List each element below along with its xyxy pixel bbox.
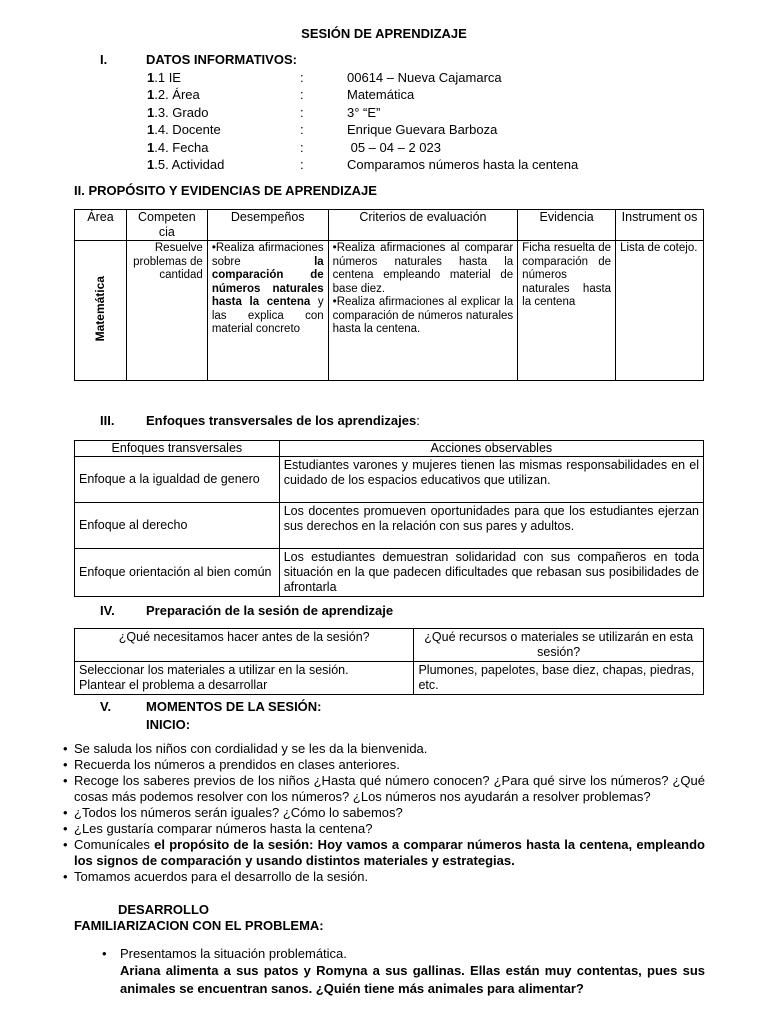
instrumento-cell: Lista de cotejo. (616, 241, 704, 381)
bullet-icon: • (102, 946, 107, 961)
criterio-1: Realiza afirmaciones al comparar números naturales hasta la centena empleando material de base diez. (332, 242, 514, 295)
enfoque-cell: Enfoque orientación al bien común (75, 549, 280, 597)
header-competencia: Competen cia (126, 210, 207, 241)
proposito-text: el propósito de la sesión: Hoy vamos a comparar números hasta la centena, empleando los signos de comparación y usando distintos materiales y estrategias. (74, 837, 705, 868)
section-1-heading (100, 52, 297, 67)
antes-item: Seleccionar los materiales a utilizar en la sesión. (79, 663, 349, 677)
info-label: .3. Grado (154, 105, 209, 120)
info-value: 05 – 04 – 2 023 (347, 140, 441, 155)
info-colon: : (300, 140, 304, 155)
criterio-2: Realiza afirmaciones al explicar la comparación de números naturales hasta la centena. (332, 296, 514, 335)
info-value: Enrique Guevara Barboza (347, 122, 498, 137)
list-item-proposito (63, 837, 705, 869)
evidence-table (74, 209, 704, 381)
info-label: .4. Docente (154, 122, 221, 137)
antes-cell (75, 662, 414, 695)
desempeno-cell (207, 241, 328, 381)
header-desempenos: Desempeños (207, 210, 328, 241)
inicio-list (63, 741, 705, 885)
desempeno-bold-text: la comparación de números naturales hasta la centena (211, 255, 324, 308)
section-1-number: I. (100, 52, 108, 67)
header-recursos: ¿Qué recursos o materiales se utilizarán en esta sesión? (414, 629, 704, 662)
section-5-number: V. (100, 699, 112, 714)
preparacion-table (74, 628, 704, 695)
header-antes: ¿Qué necesitamos hacer antes de la sesión? (75, 629, 414, 662)
section-3-colon: : (416, 413, 420, 428)
inicio-heading: INICIO: (146, 717, 191, 732)
header-evidencia: Evidencia (518, 210, 616, 241)
section-4-heading (100, 603, 393, 618)
list-item: • Se saluda los niños con cordialidad y se les da la bienvenida. (63, 741, 705, 757)
header-area: Área (75, 210, 127, 241)
header-criterios: Criterios de evaluación (328, 210, 518, 241)
info-number: 1 (147, 157, 155, 172)
section-4-number: IV. (100, 603, 115, 618)
list-item: • ¿Todos los números serán iguales? ¿Cómo lo sabemos? (63, 805, 705, 821)
competencia-cell: Resuelve problemas de cantidad (126, 241, 207, 381)
recursos-cell: Plumones, papelotes, base diez, chapas, piedras, etc. (414, 662, 704, 695)
section-3-title: Enfoques transversales de los aprendizajes (146, 413, 417, 428)
header-acciones: Acciones observables (279, 441, 703, 457)
info-value: 00614 – Nueva Cajamarca (347, 70, 502, 85)
info-colon: : (300, 122, 304, 137)
list-item: • Tomamos acuerdos para el desarrollo de la sesión. (63, 869, 705, 885)
section-5-title: MOMENTOS DE LA SESIÓN: (146, 699, 322, 714)
accion-cell: Los docentes promueven oportunidades para que los estudiantes ejerzan sus derechos en la relación con sus pares y adultos. (279, 503, 703, 549)
info-label: .2. Área (154, 87, 200, 102)
list-item: • Recoge los saberes previos de los niños ¿Hasta qué número conocen? ¿Para qué sirve los números? ¿Qué cosas más podemos resolver con los números? ¿Los números nos ayudarán a resolver problemas? (63, 773, 705, 805)
enfoque-cell: Enfoque a la igualdad de genero (75, 457, 280, 503)
info-number: 1 (147, 122, 155, 137)
presentamos-item (102, 945, 107, 962)
proposito-lead: Comunícales (74, 837, 155, 852)
info-label: .1 IE (154, 70, 181, 85)
accion-cell: Los estudiantes demuestran solidaridad con sus compañeros en toda situación en la que padecen dificultades que rebasan sus posibilidades de afrontarla (279, 549, 703, 597)
enfoques-table (74, 440, 704, 597)
area-value: Matemática (92, 275, 107, 341)
info-label: .5. Actividad (154, 157, 225, 172)
presentamos-text: Presentamos la situación problemática. (120, 946, 347, 961)
section-3-heading (100, 413, 420, 428)
familiarizacion-heading: FAMILIARIZACION CON EL PROBLEMA: (74, 918, 324, 933)
section-4-title: Preparación de la sesión de aprendizaje (146, 603, 394, 618)
info-value: 3° “E” (347, 105, 381, 120)
info-number: 1 (147, 70, 155, 85)
section-2-heading: II. PROPÓSITO Y EVIDENCIAS DE APRENDIZAJE (74, 183, 377, 198)
problema-text: Ariana alimenta a sus patos y Romyna a sus gallinas. Ellas están muy contentas, pues sus animales se encuentran sanos. ¿Quién tiene más animales para alimentar? (120, 963, 705, 996)
info-number: 1 (147, 105, 155, 120)
section-3-number: III. (100, 413, 115, 428)
antes-item: Plantear el problema a desarrollar (79, 678, 268, 692)
info-colon: : (300, 157, 304, 172)
section-5-heading (100, 699, 322, 714)
info-colon: : (300, 70, 304, 85)
list-item: • ¿Les gustaría comparar números hasta la centena? (63, 821, 705, 837)
info-label: .4. Fecha (154, 140, 209, 155)
info-value: Matemática (347, 87, 415, 102)
desempeno-text-end: y las explica con material concreto (211, 296, 324, 335)
evidencia-cell: Ficha resuelta de comparación de números naturales hasta la centena (518, 241, 616, 381)
info-value: Comparamos números hasta la centena (347, 157, 579, 172)
header-instrumentos: Instrument os (616, 210, 704, 241)
accion-cell: Estudiantes varones y mujeres tienen las mismas responsabilidades en el cuidado de los espacios educativos que utilizan. (279, 457, 703, 503)
info-colon: : (300, 87, 304, 102)
list-item: • Recuerda los números a prendidos en clases anteriores. (63, 757, 705, 773)
area-cell (75, 241, 127, 381)
info-number: 1 (147, 87, 155, 102)
section-1-title: DATOS INFORMATIVOS: (146, 52, 297, 67)
criterios-cell (328, 241, 518, 381)
page-title: SESIÓN DE APRENDIZAJE (301, 26, 467, 41)
desempeno-text: Realiza afirmaciones sobre (211, 242, 324, 268)
info-colon: : (300, 105, 304, 120)
info-number: 1 (147, 140, 155, 155)
enfoque-cell: Enfoque al derecho (75, 503, 280, 549)
header-enfoques: Enfoques transversales (75, 441, 280, 457)
desarrollo-heading: DESARROLLO (118, 902, 209, 917)
